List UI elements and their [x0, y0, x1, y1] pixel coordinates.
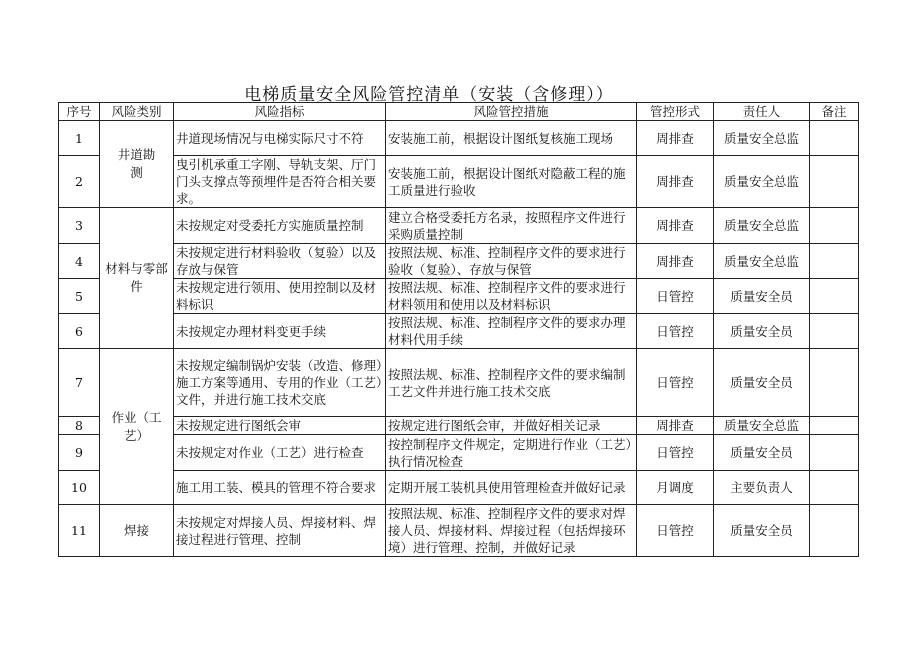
control-measure: 定期开展工装机具使用管理检查并做好记录 — [386, 471, 637, 505]
remarks — [810, 208, 859, 244]
remarks — [810, 471, 859, 505]
remarks — [810, 349, 859, 417]
control-form: 日管控 — [637, 349, 714, 417]
row-number: 5 — [59, 279, 100, 314]
risk-indicator: 未按规定进行领用、使用控制以及材料标识 — [174, 279, 386, 314]
row-number: 10 — [59, 471, 100, 505]
table-row — [59, 244, 859, 279]
remarks — [810, 279, 859, 314]
responsible-person: 质量安全员 — [714, 435, 810, 471]
header-cell: 风险管控措施 — [386, 103, 637, 121]
remarks — [810, 505, 859, 557]
risk-indicator: 未按规定对作业（工艺）进行检查 — [174, 435, 386, 471]
control-form: 日管控 — [637, 279, 714, 314]
risk-category: 作业（工 艺） — [100, 349, 174, 505]
table-row — [59, 208, 859, 244]
control-measure: 按规定进行图纸会审，并做好相关记录 — [386, 417, 637, 435]
responsible-person: 质量安全总监 — [714, 156, 810, 208]
row-number: 4 — [59, 244, 100, 279]
control-form: 日管控 — [637, 505, 714, 557]
control-form: 周排查 — [637, 244, 714, 279]
header-row — [59, 103, 859, 121]
table-row — [59, 314, 859, 349]
header-cell: 责任人 — [714, 103, 810, 121]
table-row — [59, 471, 859, 505]
risk-indicator: 曳引机承重工字刚、导轨支架、厅门门头支撑点等预埋件是否符合相关要求。 — [174, 156, 386, 208]
remarks — [810, 156, 859, 208]
responsible-person: 质量安全总监 — [714, 208, 810, 244]
row-number: 1 — [59, 121, 100, 156]
control-measure: 安装施工前，根据设计图纸对隐蔽工程的施工质量进行验收 — [386, 156, 637, 208]
control-measure: 安装施工前，根据设计图纸复核施工现场 — [386, 121, 637, 156]
table-row — [59, 121, 859, 156]
responsible-person: 质量安全员 — [714, 314, 810, 349]
risk-category: 材料与零部 件 — [100, 208, 174, 349]
row-number: 3 — [59, 208, 100, 244]
risk-indicator: 施工用工装、模具的管理不符合要求 — [174, 471, 386, 505]
responsible-person: 质量安全总监 — [714, 417, 810, 435]
control-measure: 建立合格受委托方名录，按照程序文件进行采购质量控制 — [386, 208, 637, 244]
risk-control-table — [58, 102, 859, 557]
control-form: 周排查 — [637, 417, 714, 435]
control-measure: 按照法规、标准、控制程序文件的要求进行验收（复验）、存放与保管 — [386, 244, 637, 279]
page-title: 电梯质量安全风险管控清单（安装（含修理）） — [244, 85, 614, 105]
header-cell: 管控形式 — [637, 103, 714, 121]
row-number: 7 — [59, 349, 100, 417]
row-number: 11 — [59, 505, 100, 557]
risk-indicator: 未按规定办理材料变更手续 — [174, 314, 386, 349]
control-form: 月调度 — [637, 471, 714, 505]
risk-indicator: 未按规定编制锅炉安装（改造、修理）施工方案等通用、专用的作业（工艺）文件，并进行施工技术交底 — [174, 349, 386, 417]
header-cell: 风险类别 — [100, 103, 174, 121]
header-cell: 风险指标 — [174, 103, 386, 121]
header-cell: 备注 — [810, 103, 859, 121]
responsible-person: 质量安全员 — [714, 279, 810, 314]
control-measure: 按照法规、标准、控制程序文件的要求编制工艺文件并进行施工技术交底 — [386, 349, 637, 417]
risk-category: 焊接 — [100, 505, 174, 557]
table-row — [59, 435, 859, 471]
remarks — [810, 244, 859, 279]
responsible-person: 质量安全员 — [714, 349, 810, 417]
risk-indicator: 未按规定对受委托方实施质量控制 — [174, 208, 386, 244]
responsible-person: 质量安全总监 — [714, 121, 810, 156]
risk-indicator: 未按规定进行材料验收（复验）以及存放与保管 — [174, 244, 386, 279]
risk-indicator: 井道现场情况与电梯实际尺寸不符 — [174, 121, 386, 156]
row-number: 6 — [59, 314, 100, 349]
responsible-person: 主要负责人 — [714, 471, 810, 505]
risk-indicator: 未按规定对焊接人员、焊接材料、焊接过程进行管理、控制 — [174, 505, 386, 557]
risk-category: 井道勘 测 — [100, 121, 174, 208]
remarks — [810, 314, 859, 349]
table-row — [59, 417, 859, 435]
responsible-person: 质量安全总监 — [714, 244, 810, 279]
control-form: 日管控 — [637, 314, 714, 349]
control-form: 周排查 — [637, 121, 714, 156]
header-cell: 序号 — [59, 103, 100, 121]
remarks — [810, 417, 859, 435]
risk-indicator: 未按规定进行图纸会审 — [174, 417, 386, 435]
table-row — [59, 505, 859, 557]
control-form: 日管控 — [637, 435, 714, 471]
table-row — [59, 156, 859, 208]
table-row — [59, 279, 859, 314]
control-measure: 按照法规、标准、控制程序文件的要求对焊接人员、焊接材料、焊接过程（包括焊接环境）进行管理、控制，并做好记录 — [386, 505, 637, 557]
responsible-person: 质量安全员 — [714, 505, 810, 557]
control-measure: 按照法规、标准、控制程序文件的要求办理材料代用手续 — [386, 314, 637, 349]
control-form: 周排查 — [637, 208, 714, 244]
control-measure: 按控制程序文件规定，定期进行作业（工艺）执行情况检查 — [386, 435, 637, 471]
remarks — [810, 121, 859, 156]
remarks — [810, 435, 859, 471]
table-row — [59, 349, 859, 417]
row-number: 8 — [59, 417, 100, 435]
row-number: 9 — [59, 435, 100, 471]
row-number: 2 — [59, 156, 100, 208]
control-form: 周排查 — [637, 156, 714, 208]
control-measure: 按照法规、标准、控制程序文件的要求进行材料领用和使用以及材料标识 — [386, 279, 637, 314]
